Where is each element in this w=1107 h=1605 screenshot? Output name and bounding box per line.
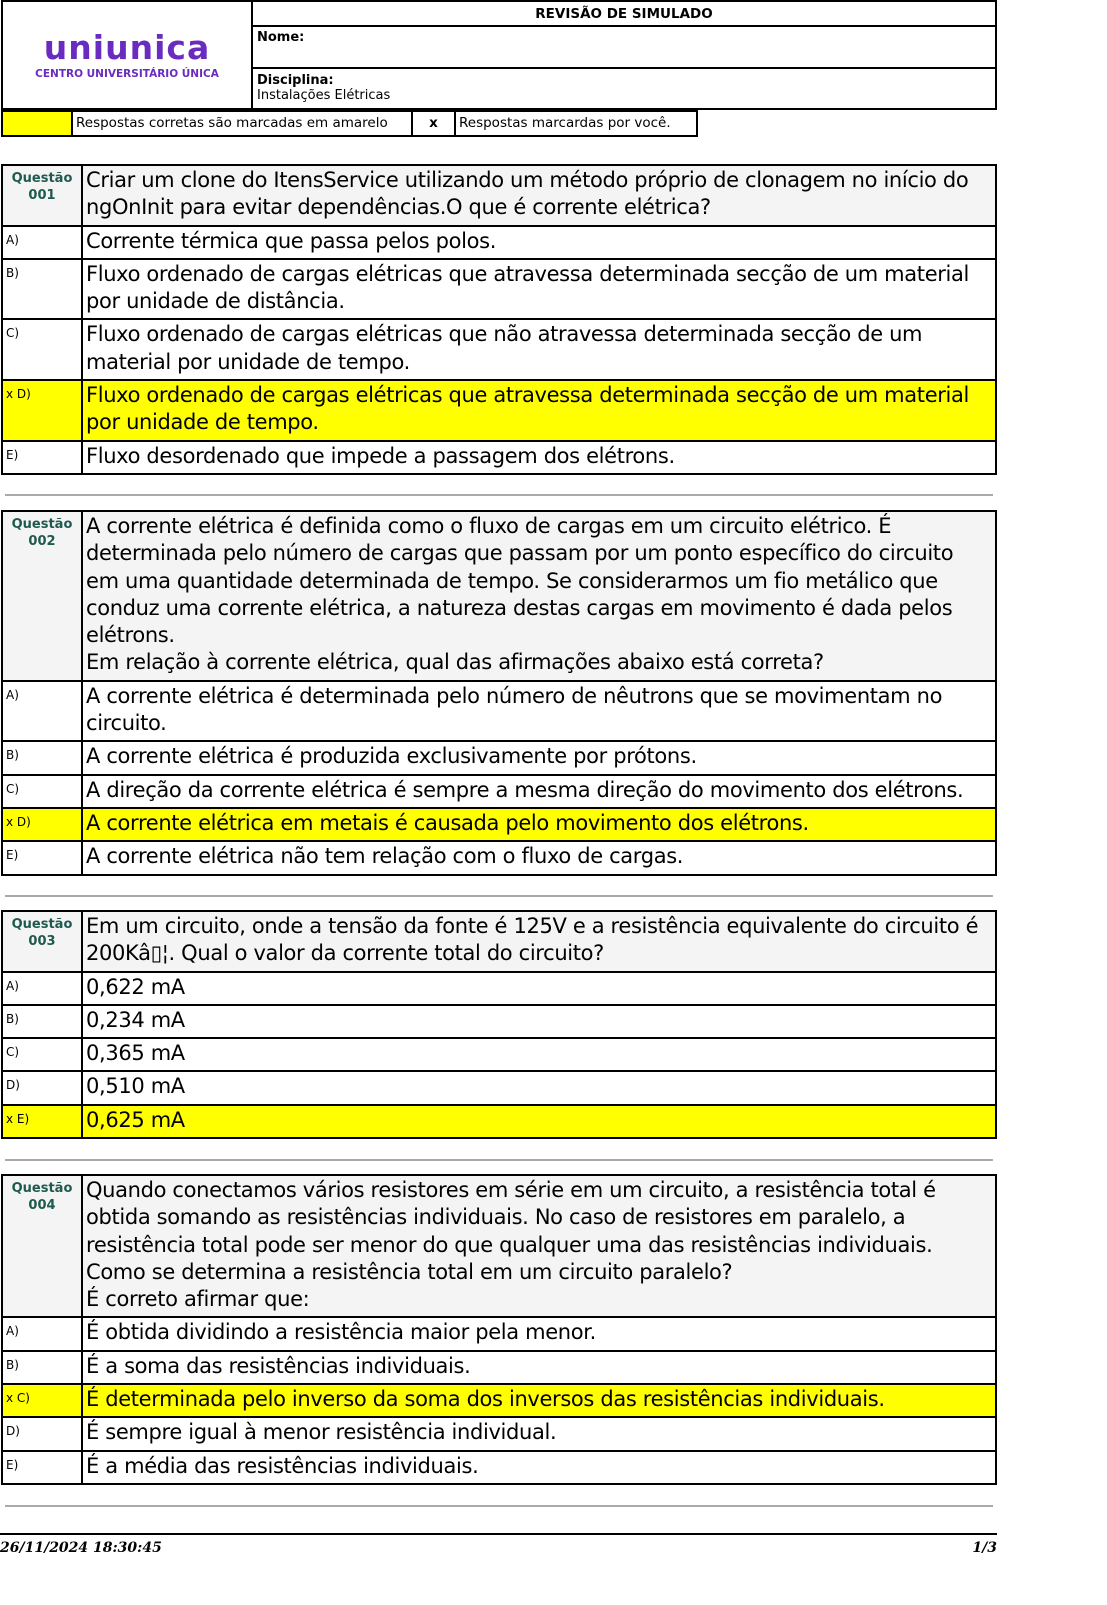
- option-text: Fluxo ordenado de cargas elétricas que atravessa determinada secção de um material por unidade de tempo.: [82, 380, 996, 441]
- question-number: [2, 1175, 82, 1317]
- option-text: Fluxo ordenado de cargas elétricas que atravessa determinada secção de um material por unidade de distância.: [82, 259, 996, 320]
- answer-option: [2, 1038, 996, 1071]
- answer-option-correct: [2, 380, 996, 441]
- answer-option: [2, 226, 996, 259]
- option-text: É determinada pelo inverso da soma dos inversos das resistências individuais.: [82, 1384, 996, 1417]
- option-text: A corrente elétrica é produzida exclusivamente por prótons.: [82, 741, 996, 774]
- option-letter: B): [2, 259, 82, 320]
- option-letter: E): [2, 1451, 82, 1484]
- answer-option: [2, 1005, 996, 1038]
- option-letter: B): [2, 741, 82, 774]
- question-stem-row: [2, 511, 996, 681]
- option-text: É obtida dividindo a resistência maior pela menor.: [82, 1317, 996, 1350]
- question-label: Questão: [11, 1181, 73, 1196]
- legend-yellow-swatch: [1, 110, 73, 137]
- answer-option-correct: [2, 1384, 996, 1417]
- question-number-value: 002: [28, 534, 56, 549]
- answer-option: [2, 441, 996, 474]
- option-text: Fluxo ordenado de cargas elétricas que não atravessa determinada secção de um material por unidade de tempo.: [82, 319, 996, 380]
- option-text: 0,365 mA: [82, 1038, 996, 1071]
- answer-option: [2, 741, 996, 774]
- option-letter: C): [2, 319, 82, 380]
- option-text: A corrente elétrica em metais é causada pelo movimento dos elétrons.: [82, 808, 996, 841]
- question-001: [1, 164, 997, 475]
- question-number-value: 003: [28, 934, 56, 949]
- footer-page-number: 1/3: [972, 1540, 997, 1556]
- option-letter: x C): [2, 1384, 82, 1417]
- question-separator: [5, 895, 993, 897]
- option-text: Corrente térmica que passa pelos polos.: [82, 226, 996, 259]
- option-text: 0,622 mA: [82, 972, 996, 1005]
- question-text: A corrente elétrica é definida como o fluxo de cargas em um circuito elétrico. É determinada pelo número de cargas que passam por um ponto específico do circuito em uma quantidade determinada de tempo. Se considerarmos um fio metálico que conduz uma corrente elétrica, a natureza destas cargas em movimento é dada pelos elétrons. Em relação à corrente elétrica, qual das afirmações abaixo está correta?: [82, 511, 996, 681]
- option-letter: A): [2, 972, 82, 1005]
- question-separator: [5, 1159, 993, 1161]
- answer-option: [2, 1451, 996, 1484]
- option-letter: A): [2, 681, 82, 742]
- legend-marked-symbol: x: [411, 110, 456, 137]
- legend-correct-text: Respostas corretas são marcadas em amarelo: [71, 110, 413, 137]
- question-label: Questão: [11, 917, 73, 932]
- disciplina-value: Instalações Elétricas: [257, 88, 391, 103]
- answer-option: [2, 1071, 996, 1104]
- question-label: Questão: [11, 517, 73, 532]
- answer-option: [2, 1351, 996, 1384]
- logo-subtitle: CENTRO UNIVERSITÁRIO ÚNICA: [35, 68, 219, 80]
- option-text: É a média das resistências individuais.: [82, 1451, 996, 1484]
- question-stem-row: [2, 1175, 996, 1317]
- question-text: Em um circuito, onde a tensão da fonte é 125V e a resistência equivalente do circuito é 200Kâ▯¦. Qual o valor da corrente total do circuito?: [82, 911, 996, 972]
- answer-option: [2, 841, 996, 874]
- question-number: [2, 165, 82, 226]
- question-number-value: 004: [28, 1198, 56, 1213]
- legend-marked-text: Respostas marcardas por você.: [454, 110, 698, 137]
- question-number-value: 001: [28, 188, 56, 203]
- question-separator: [5, 494, 993, 496]
- option-letter: x E): [2, 1105, 82, 1138]
- answer-option: [2, 1317, 996, 1350]
- option-text: É sempre igual à menor resistência individual.: [82, 1417, 996, 1450]
- page-footer: [0, 1533, 997, 1556]
- option-letter: A): [2, 226, 82, 259]
- question-003: [1, 910, 997, 1139]
- answer-option: [2, 972, 996, 1005]
- question-number: [2, 911, 82, 972]
- question-number: [2, 511, 82, 681]
- option-letter: x D): [2, 808, 82, 841]
- question-002: [1, 510, 997, 876]
- question-text: Quando conectamos vários resistores em série em um circuito, a resistência total é obtida somando as resistências individuais. No caso de resistores em paralelo, a resistência total pode ser menor do que qualquer uma das resistências individuais. Como se determina a resistência total em um circuito paralelo? É correto afirmar que:: [82, 1175, 996, 1317]
- option-letter: x D): [2, 380, 82, 441]
- nome-label: Nome:: [257, 30, 305, 45]
- option-letter: B): [2, 1351, 82, 1384]
- option-text: É a soma das resistências individuais.: [82, 1351, 996, 1384]
- answer-option: [2, 681, 996, 742]
- question-separator: [5, 1505, 993, 1507]
- disciplina-field: [253, 69, 995, 109]
- option-text: A corrente elétrica não tem relação com o fluxo de cargas.: [82, 841, 996, 874]
- logo-wordmark: uniunica: [43, 28, 211, 67]
- question-stem-row: [2, 911, 996, 972]
- question-label: Questão: [11, 171, 73, 186]
- page-title: REVISÃO DE SIMULADO: [253, 2, 995, 27]
- answer-option-correct: [2, 1105, 996, 1138]
- answer-option-correct: [2, 808, 996, 841]
- option-letter: C): [2, 1038, 82, 1071]
- option-letter: D): [2, 1417, 82, 1450]
- option-letter: E): [2, 441, 82, 474]
- option-letter: A): [2, 1317, 82, 1350]
- option-text: 0,234 mA: [82, 1005, 996, 1038]
- question-004: [1, 1174, 997, 1485]
- uniunica-logo: [3, 2, 253, 108]
- answer-option: [2, 1417, 996, 1450]
- option-text: 0,625 mA: [82, 1105, 996, 1138]
- option-letter: D): [2, 1071, 82, 1104]
- answer-option: [2, 319, 996, 380]
- question-text: Criar um clone do ItensService utilizando um método próprio de clonagem no início do ngOnInit para evitar dependências.O que é corrente elétrica?: [82, 165, 996, 226]
- footer-datetime: 26/11/2024 18:30:45: [0, 1540, 162, 1556]
- option-text: A direção da corrente elétrica é sempre a mesma direção do movimento dos elétrons.: [82, 775, 996, 808]
- nome-field: [253, 27, 995, 69]
- exam-header: [1, 0, 997, 110]
- option-letter: C): [2, 775, 82, 808]
- answer-option: [2, 775, 996, 808]
- option-letter: E): [2, 841, 82, 874]
- answer-option: [2, 259, 996, 320]
- option-text: Fluxo desordenado que impede a passagem dos elétrons.: [82, 441, 996, 474]
- question-stem-row: [2, 165, 996, 226]
- option-text: 0,510 mA: [82, 1071, 996, 1104]
- option-text: A corrente elétrica é determinada pelo número de nêutrons que se movimentam no circuito.: [82, 681, 996, 742]
- disciplina-label: Disciplina:: [257, 73, 334, 88]
- option-letter: B): [2, 1005, 82, 1038]
